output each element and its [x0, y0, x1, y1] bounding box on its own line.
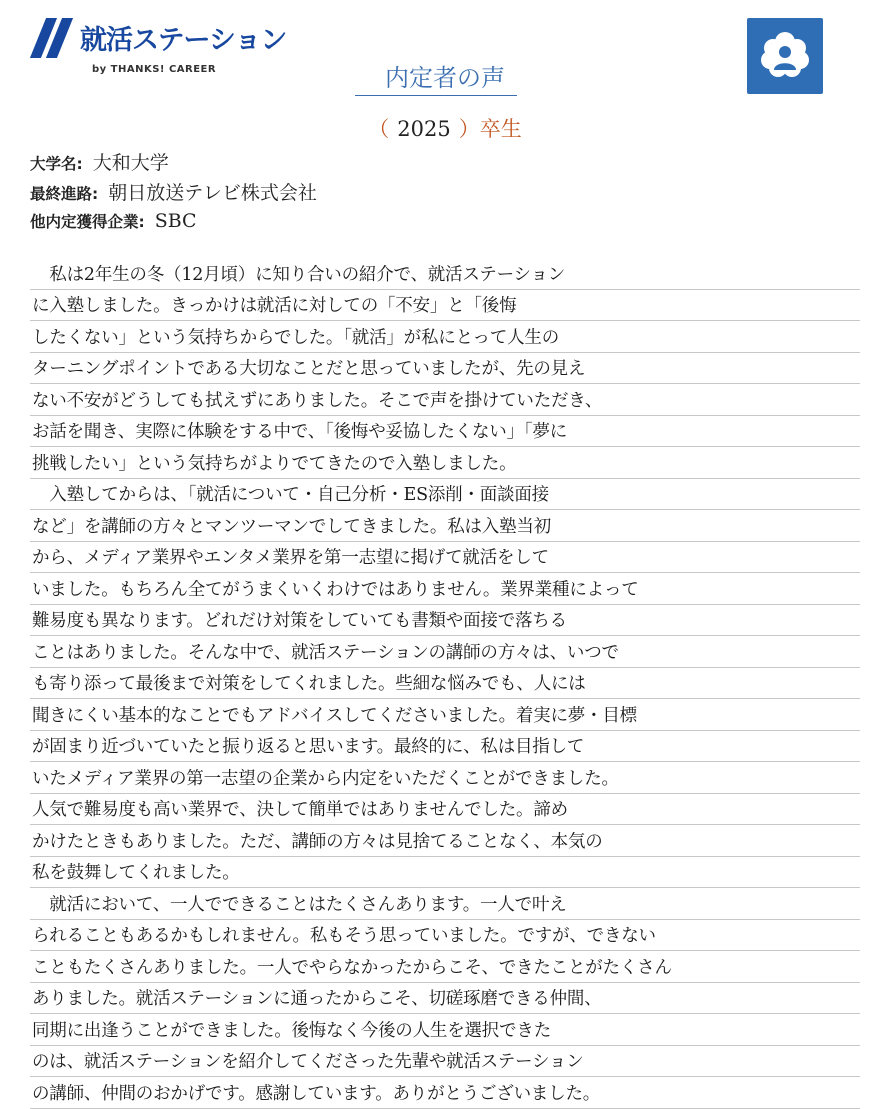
essay-line — [30, 384, 860, 416]
logo — [30, 14, 290, 84]
university-row — [30, 148, 169, 175]
essay-line — [30, 1014, 860, 1046]
essay-line — [30, 542, 860, 574]
final-row — [30, 178, 317, 205]
essay-line-text: ことはありました。そんな中で、就活ステーションの講師の方々は、いつで — [32, 642, 619, 663]
essay-line — [30, 258, 860, 290]
other-offers-row — [30, 210, 197, 232]
essay-line-text: 私は2年生の冬（12月頃）に知り合いの紹介で、就活ステーション — [32, 264, 566, 285]
essay-line — [30, 1046, 860, 1078]
essay-line-text: 就活において、一人でできることはたくさんあります。一人で叶え — [32, 894, 567, 915]
logo-subtext: by THANKS! CAREER — [92, 64, 217, 75]
essay-line — [30, 353, 860, 385]
essay-line — [30, 762, 860, 794]
final-label: 最終進路: — [30, 185, 99, 203]
essay-line — [30, 447, 860, 479]
grad-open: （ — [368, 117, 390, 141]
essay-line — [30, 1077, 860, 1109]
essay-line-text: ありました。就活ステーションに通ったからこそ、切磋琢磨できる仲間、 — [32, 989, 602, 1009]
essay-line — [30, 321, 860, 353]
essay-line-text: したくない」という気持ちからでした。「就活」が私にとって人生の — [32, 327, 560, 348]
essay-line — [30, 888, 860, 920]
essay-line-text: られることもあるかもしれません。私もそう思っていました。ですが、できない — [32, 926, 656, 946]
essay-line — [30, 825, 860, 857]
essay-line — [30, 479, 860, 511]
essay-line — [30, 605, 860, 637]
essay-line — [30, 983, 860, 1015]
essay-line-text: ない不安がどうしても拭えずにありました。そこで声を掛けていただき、 — [32, 390, 603, 411]
title-underline — [355, 95, 517, 96]
essay-line-text: のは、就活ステーションを紹介してくださった先輩や就活ステーション — [32, 1052, 584, 1072]
essay-line — [30, 731, 860, 763]
essay-line — [30, 951, 860, 983]
final-value: 朝日放送テレビ株式会社 — [108, 182, 317, 204]
essay-line — [30, 510, 860, 542]
page-title: 内定者の声 — [385, 64, 505, 92]
essay-line — [30, 416, 860, 448]
essay-line-text: が固まり近づいていたと振り返ると思います。最終的に、私は目指して — [32, 737, 585, 757]
essay-line-text: 人気で難易度も高い業界で、決して簡単ではありませんでした。諦め — [32, 800, 568, 820]
person-avatar-icon — [747, 18, 823, 94]
essay-line-text: の講師、仲間のおかげです。感謝しています。ありがとうございました。 — [32, 1083, 601, 1104]
university-label: 大学名: — [30, 155, 83, 173]
essay-line-text: 難易度も異なります。どれだけ対策をしていても書類や面接で落ちる — [32, 611, 567, 631]
essay — [30, 258, 860, 1109]
essay-line — [30, 857, 860, 889]
essay-line — [30, 573, 860, 605]
essay-line-text: 聞きにくい基本的なことでもアドバイスしてくださいました。着実に夢・目標 — [32, 705, 637, 726]
essay-line-text: お話を聞き、実際に体験をする中で、「後悔や妥協したくない」「夢に — [32, 422, 568, 442]
essay-line-text: こともたくさんありました。一人でやらなかったからこそ、できたことがたくさん — [32, 957, 672, 978]
logo-text: 就活ステーション — [80, 25, 287, 56]
essay-line-text: 入塾してからは、「就活について・自己分析・ES添削・面談面接 — [32, 485, 549, 505]
essay-line-text: など」を講師の方々とマンツーマンでしてきました。私は入塾当初 — [32, 516, 551, 537]
university-value: 大和大学 — [92, 152, 169, 174]
essay-line-text: ターニングポイントである大切なことだと思っていましたが、先の見え — [32, 359, 586, 379]
essay-line-text: 同期に出逢うことができました。後悔なく今後の人生を選択できた — [32, 1020, 551, 1041]
essay-line — [30, 290, 860, 322]
grad-close: ）卒生 — [458, 117, 522, 141]
graduation-year — [340, 113, 550, 143]
essay-line — [30, 668, 860, 700]
essay-line-text: から、メディア業界やエンタメ業界を第一志望に掲げて就活をして — [32, 548, 549, 568]
essay-line — [30, 699, 860, 731]
essay-line-text: 私を鼓舞してくれました。 — [32, 863, 240, 883]
essay-line-text: かけたときもありました。ただ、講師の方々は見捨てることなく、本気の — [32, 831, 603, 852]
logo-mark-icon — [30, 18, 74, 58]
essay-line-text: に入塾しました。きっかけは就活に対しての「不安」と「後悔 — [32, 296, 517, 316]
essay-line-text: も寄り添って最後まで対策をしてくれました。些細な悩みでも、人には — [32, 674, 586, 694]
other-offers-value: SBC — [154, 210, 197, 232]
essay-line-text: 挑戦したい」という気持ちがよりでてきたので入塾しました。 — [32, 453, 517, 474]
essay-line — [30, 636, 860, 668]
essay-line-text: いました。もちろん全てがうまくいくわけではありません。業界業種によって — [32, 579, 639, 600]
essay-line-text: いたメディア業界の第一志望の企業から内定をいただくことができました。 — [32, 768, 619, 789]
grad-year-value: 2025 — [397, 117, 451, 141]
essay-line — [30, 920, 860, 952]
essay-line — [30, 794, 860, 826]
other-offers-label: 他内定獲得企業: — [30, 213, 145, 231]
